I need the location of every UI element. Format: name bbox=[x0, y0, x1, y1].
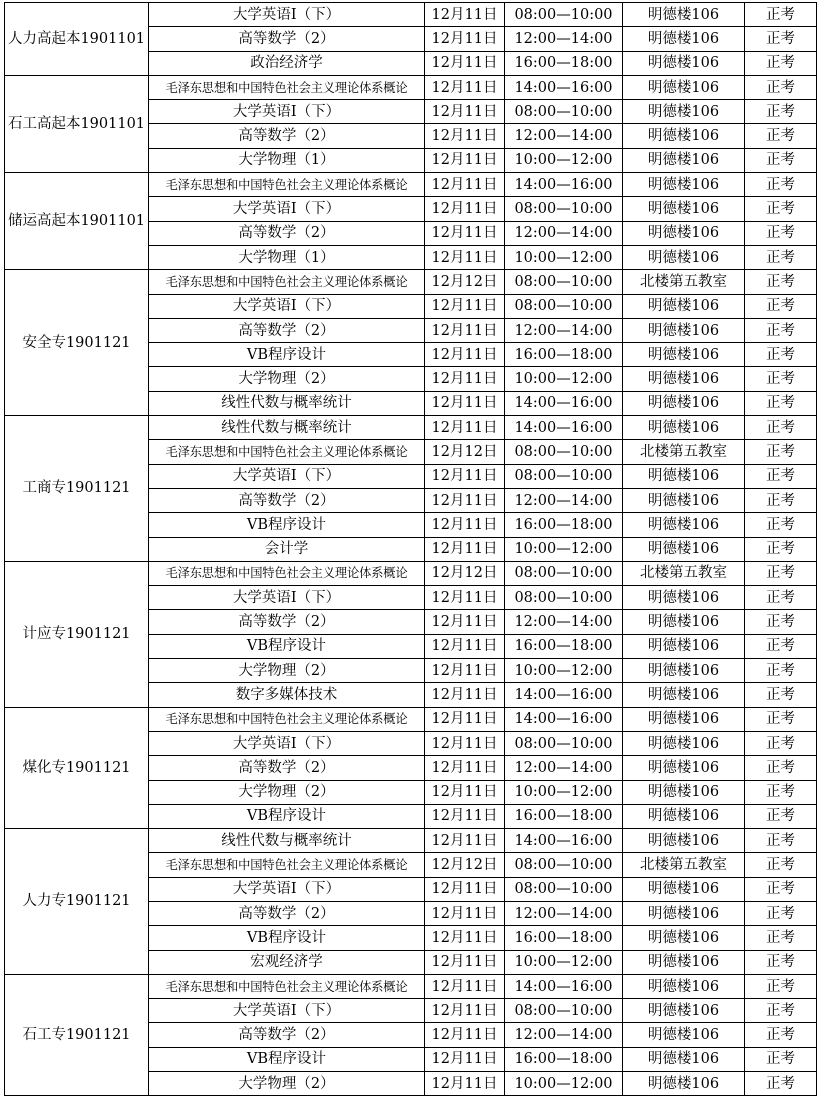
room-cell: 明德楼106 bbox=[623, 1072, 745, 1096]
course-cell: 高等数学（2） bbox=[149, 1023, 425, 1047]
date-cell: 12月12日 bbox=[425, 853, 505, 877]
course-cell: VB程序设计 bbox=[149, 513, 425, 537]
course-cell: 大学英语I（下） bbox=[149, 3, 425, 27]
time-cell: 10:00—12:00 bbox=[505, 537, 623, 561]
exam-type-cell: 正考 bbox=[745, 391, 817, 415]
course-cell: VB程序设计 bbox=[149, 926, 425, 950]
room-cell: 明德楼106 bbox=[623, 294, 745, 318]
course-cell: 大学英语I（下） bbox=[149, 877, 425, 901]
room-cell: 明德楼106 bbox=[623, 488, 745, 512]
exam-type-cell: 正考 bbox=[745, 877, 817, 901]
class-name-cell: 石工高起本1901101 bbox=[5, 75, 149, 172]
time-cell: 08:00—10:00 bbox=[505, 464, 623, 488]
class-name-cell: 计应专1901121 bbox=[5, 561, 149, 707]
exam-type-cell: 正考 bbox=[745, 999, 817, 1023]
exam-type-cell: 正考 bbox=[745, 804, 817, 828]
time-cell: 08:00—10:00 bbox=[505, 294, 623, 318]
exam-type-cell: 正考 bbox=[745, 707, 817, 731]
room-cell: 明德楼106 bbox=[623, 634, 745, 658]
exam-type-cell: 正考 bbox=[745, 537, 817, 561]
date-cell: 12月11日 bbox=[425, 804, 505, 828]
table-row bbox=[5, 270, 817, 294]
course-cell: 高等数学（2） bbox=[149, 27, 425, 51]
course-cell: VB程序设计 bbox=[149, 634, 425, 658]
date-cell: 12月11日 bbox=[425, 683, 505, 707]
time-cell: 08:00—10:00 bbox=[505, 999, 623, 1023]
room-cell: 明德楼106 bbox=[623, 27, 745, 51]
time-cell: 10:00—12:00 bbox=[505, 950, 623, 974]
room-cell: 明德楼106 bbox=[623, 51, 745, 75]
time-cell: 14:00—16:00 bbox=[505, 974, 623, 998]
exam-type-cell: 正考 bbox=[745, 294, 817, 318]
date-cell: 12月11日 bbox=[425, 974, 505, 998]
time-cell: 14:00—16:00 bbox=[505, 75, 623, 99]
exam-type-cell: 正考 bbox=[745, 3, 817, 27]
room-cell: 明德楼106 bbox=[623, 586, 745, 610]
time-cell: 12:00—14:00 bbox=[505, 318, 623, 342]
time-cell: 12:00—14:00 bbox=[505, 1023, 623, 1047]
room-cell: 明德楼106 bbox=[623, 610, 745, 634]
time-cell: 08:00—10:00 bbox=[505, 731, 623, 755]
date-cell: 12月11日 bbox=[425, 756, 505, 780]
time-cell: 08:00—10:00 bbox=[505, 270, 623, 294]
time-cell: 08:00—10:00 bbox=[505, 3, 623, 27]
room-cell: 明德楼106 bbox=[623, 173, 745, 197]
date-cell: 12月12日 bbox=[425, 440, 505, 464]
exam-type-cell: 正考 bbox=[745, 27, 817, 51]
course-cell: 毛泽东思想和中国特色社会主义理论体系概论 bbox=[149, 561, 425, 585]
date-cell: 12月11日 bbox=[425, 513, 505, 537]
course-cell: 会计学 bbox=[149, 537, 425, 561]
exam-type-cell: 正考 bbox=[745, 950, 817, 974]
room-cell: 明德楼106 bbox=[623, 974, 745, 998]
course-cell: VB程序设计 bbox=[149, 804, 425, 828]
time-cell: 12:00—14:00 bbox=[505, 901, 623, 925]
date-cell: 12月11日 bbox=[425, 731, 505, 755]
room-cell: 明德楼106 bbox=[623, 318, 745, 342]
time-cell: 16:00—18:00 bbox=[505, 343, 623, 367]
course-cell: 毛泽东思想和中国特色社会主义理论体系概论 bbox=[149, 173, 425, 197]
room-cell: 明德楼106 bbox=[623, 926, 745, 950]
date-cell: 12月11日 bbox=[425, 488, 505, 512]
exam-type-cell: 正考 bbox=[745, 901, 817, 925]
date-cell: 12月11日 bbox=[425, 1072, 505, 1096]
room-cell: 明德楼106 bbox=[623, 3, 745, 27]
exam-type-cell: 正考 bbox=[745, 75, 817, 99]
room-cell: 北楼第五教室 bbox=[623, 853, 745, 877]
room-cell: 明德楼106 bbox=[623, 1047, 745, 1071]
exam-type-cell: 正考 bbox=[745, 586, 817, 610]
time-cell: 16:00—18:00 bbox=[505, 513, 623, 537]
room-cell: 北楼第五教室 bbox=[623, 561, 745, 585]
room-cell: 明德楼106 bbox=[623, 416, 745, 440]
room-cell: 明德楼106 bbox=[623, 1023, 745, 1047]
course-cell: 高等数学（2） bbox=[149, 610, 425, 634]
room-cell: 明德楼106 bbox=[623, 731, 745, 755]
time-cell: 08:00—10:00 bbox=[505, 877, 623, 901]
course-cell: 大学英语I（下） bbox=[149, 294, 425, 318]
room-cell: 明德楼106 bbox=[623, 221, 745, 245]
date-cell: 12月11日 bbox=[425, 634, 505, 658]
room-cell: 明德楼106 bbox=[623, 829, 745, 853]
course-cell: 高等数学（2） bbox=[149, 488, 425, 512]
date-cell: 12月11日 bbox=[425, 659, 505, 683]
time-cell: 10:00—12:00 bbox=[505, 1072, 623, 1096]
exam-type-cell: 正考 bbox=[745, 1047, 817, 1071]
time-cell: 14:00—16:00 bbox=[505, 707, 623, 731]
room-cell: 明德楼106 bbox=[623, 75, 745, 99]
exam-type-cell: 正考 bbox=[745, 51, 817, 75]
date-cell: 12月11日 bbox=[425, 148, 505, 172]
date-cell: 12月11日 bbox=[425, 950, 505, 974]
room-cell: 明德楼106 bbox=[623, 245, 745, 269]
room-cell: 明德楼106 bbox=[623, 659, 745, 683]
exam-type-cell: 正考 bbox=[745, 464, 817, 488]
room-cell: 北楼第五教室 bbox=[623, 270, 745, 294]
course-cell: 大学英语I（下） bbox=[149, 100, 425, 124]
course-cell: 线性代数与概率统计 bbox=[149, 416, 425, 440]
exam-type-cell: 正考 bbox=[745, 148, 817, 172]
course-cell: 大学物理（2） bbox=[149, 780, 425, 804]
time-cell: 16:00—18:00 bbox=[505, 926, 623, 950]
exam-type-cell: 正考 bbox=[745, 221, 817, 245]
date-cell: 12月11日 bbox=[425, 610, 505, 634]
course-cell: 大学英语I（下） bbox=[149, 197, 425, 221]
course-cell: 大学英语I（下） bbox=[149, 731, 425, 755]
exam-type-cell: 正考 bbox=[745, 974, 817, 998]
exam-type-cell: 正考 bbox=[745, 683, 817, 707]
exam-type-cell: 正考 bbox=[745, 513, 817, 537]
time-cell: 16:00—18:00 bbox=[505, 1047, 623, 1071]
course-cell: 毛泽东思想和中国特色社会主义理论体系概论 bbox=[149, 853, 425, 877]
exam-type-cell: 正考 bbox=[745, 270, 817, 294]
exam-type-cell: 正考 bbox=[745, 659, 817, 683]
time-cell: 16:00—18:00 bbox=[505, 634, 623, 658]
class-name-cell: 人力专1901121 bbox=[5, 829, 149, 975]
date-cell: 12月11日 bbox=[425, 197, 505, 221]
room-cell: 明德楼106 bbox=[623, 513, 745, 537]
date-cell: 12月11日 bbox=[425, 3, 505, 27]
class-name-cell: 安全专1901121 bbox=[5, 270, 149, 416]
table-row bbox=[5, 561, 817, 585]
room-cell: 明德楼106 bbox=[623, 148, 745, 172]
date-cell: 12月11日 bbox=[425, 221, 505, 245]
exam-type-cell: 正考 bbox=[745, 1072, 817, 1096]
room-cell: 明德楼106 bbox=[623, 343, 745, 367]
date-cell: 12月11日 bbox=[425, 707, 505, 731]
exam-type-cell: 正考 bbox=[745, 488, 817, 512]
time-cell: 10:00—12:00 bbox=[505, 659, 623, 683]
date-cell: 12月11日 bbox=[425, 1023, 505, 1047]
course-cell: 大学英语I（下） bbox=[149, 586, 425, 610]
exam-type-cell: 正考 bbox=[745, 318, 817, 342]
time-cell: 08:00—10:00 bbox=[505, 100, 623, 124]
date-cell: 12月11日 bbox=[425, 245, 505, 269]
room-cell: 明德楼106 bbox=[623, 756, 745, 780]
time-cell: 12:00—14:00 bbox=[505, 610, 623, 634]
date-cell: 12月11日 bbox=[425, 318, 505, 342]
room-cell: 明德楼106 bbox=[623, 367, 745, 391]
time-cell: 08:00—10:00 bbox=[505, 440, 623, 464]
table-row bbox=[5, 3, 817, 27]
room-cell: 北楼第五教室 bbox=[623, 440, 745, 464]
course-cell: 毛泽东思想和中国特色社会主义理论体系概论 bbox=[149, 707, 425, 731]
course-cell: 毛泽东思想和中国特色社会主义理论体系概论 bbox=[149, 974, 425, 998]
exam-type-cell: 正考 bbox=[745, 440, 817, 464]
date-cell: 12月11日 bbox=[425, 586, 505, 610]
exam-type-cell: 正考 bbox=[745, 731, 817, 755]
exam-type-cell: 正考 bbox=[745, 780, 817, 804]
course-cell: 高等数学（2） bbox=[149, 221, 425, 245]
time-cell: 08:00—10:00 bbox=[505, 586, 623, 610]
exam-type-cell: 正考 bbox=[745, 926, 817, 950]
exam-type-cell: 正考 bbox=[745, 416, 817, 440]
exam-type-cell: 正考 bbox=[745, 124, 817, 148]
date-cell: 12月11日 bbox=[425, 367, 505, 391]
course-cell: 高等数学（2） bbox=[149, 124, 425, 148]
date-cell: 12月11日 bbox=[425, 780, 505, 804]
time-cell: 10:00—12:00 bbox=[505, 367, 623, 391]
class-name-cell: 煤化专1901121 bbox=[5, 707, 149, 828]
time-cell: 12:00—14:00 bbox=[505, 27, 623, 51]
course-cell: 线性代数与概率统计 bbox=[149, 391, 425, 415]
exam-type-cell: 正考 bbox=[745, 245, 817, 269]
time-cell: 12:00—14:00 bbox=[505, 221, 623, 245]
exam-type-cell: 正考 bbox=[745, 610, 817, 634]
room-cell: 明德楼106 bbox=[623, 537, 745, 561]
time-cell: 14:00—16:00 bbox=[505, 173, 623, 197]
date-cell: 12月11日 bbox=[425, 391, 505, 415]
course-cell: 大学物理（2） bbox=[149, 659, 425, 683]
time-cell: 10:00—12:00 bbox=[505, 148, 623, 172]
table-row bbox=[5, 75, 817, 99]
time-cell: 14:00—16:00 bbox=[505, 416, 623, 440]
time-cell: 14:00—16:00 bbox=[505, 391, 623, 415]
time-cell: 08:00—10:00 bbox=[505, 197, 623, 221]
course-cell: 大学英语I（下） bbox=[149, 999, 425, 1023]
room-cell: 明德楼106 bbox=[623, 999, 745, 1023]
time-cell: 12:00—14:00 bbox=[505, 124, 623, 148]
table-row bbox=[5, 416, 817, 440]
exam-type-cell: 正考 bbox=[745, 853, 817, 877]
exam-type-cell: 正考 bbox=[745, 367, 817, 391]
room-cell: 明德楼106 bbox=[623, 707, 745, 731]
time-cell: 10:00—12:00 bbox=[505, 245, 623, 269]
table-row bbox=[5, 173, 817, 197]
room-cell: 明德楼106 bbox=[623, 877, 745, 901]
course-cell: 宏观经济学 bbox=[149, 950, 425, 974]
date-cell: 12月11日 bbox=[425, 173, 505, 197]
time-cell: 12:00—14:00 bbox=[505, 488, 623, 512]
room-cell: 明德楼106 bbox=[623, 683, 745, 707]
course-cell: 线性代数与概率统计 bbox=[149, 829, 425, 853]
date-cell: 12月11日 bbox=[425, 1047, 505, 1071]
time-cell: 10:00—12:00 bbox=[505, 780, 623, 804]
course-cell: 毛泽东思想和中国特色社会主义理论体系概论 bbox=[149, 75, 425, 99]
date-cell: 12月11日 bbox=[425, 294, 505, 318]
date-cell: 12月11日 bbox=[425, 829, 505, 853]
room-cell: 明德楼106 bbox=[623, 124, 745, 148]
date-cell: 12月11日 bbox=[425, 926, 505, 950]
table-row bbox=[5, 829, 817, 853]
exam-type-cell: 正考 bbox=[745, 829, 817, 853]
time-cell: 12:00—14:00 bbox=[505, 756, 623, 780]
date-cell: 12月11日 bbox=[425, 343, 505, 367]
exam-type-cell: 正考 bbox=[745, 1023, 817, 1047]
course-cell: 高等数学（2） bbox=[149, 756, 425, 780]
date-cell: 12月11日 bbox=[425, 51, 505, 75]
exam-type-cell: 正考 bbox=[745, 173, 817, 197]
room-cell: 明德楼106 bbox=[623, 901, 745, 925]
course-cell: VB程序设计 bbox=[149, 1047, 425, 1071]
course-cell: 数字多媒体技术 bbox=[149, 683, 425, 707]
course-cell: 毛泽东思想和中国特色社会主义理论体系概论 bbox=[149, 270, 425, 294]
time-cell: 16:00—18:00 bbox=[505, 51, 623, 75]
time-cell: 08:00—10:00 bbox=[505, 561, 623, 585]
course-cell: 高等数学（2） bbox=[149, 318, 425, 342]
class-name-cell: 工商专1901121 bbox=[5, 416, 149, 562]
exam-type-cell: 正考 bbox=[745, 634, 817, 658]
table-row bbox=[5, 707, 817, 731]
exam-schedule-body bbox=[5, 3, 817, 1096]
date-cell: 12月11日 bbox=[425, 537, 505, 561]
date-cell: 12月12日 bbox=[425, 561, 505, 585]
date-cell: 12月12日 bbox=[425, 270, 505, 294]
course-cell: 大学物理（2） bbox=[149, 1072, 425, 1096]
date-cell: 12月11日 bbox=[425, 124, 505, 148]
class-name-cell: 人力高起本1901101 bbox=[5, 3, 149, 76]
date-cell: 12月11日 bbox=[425, 464, 505, 488]
time-cell: 16:00—18:00 bbox=[505, 804, 623, 828]
date-cell: 12月11日 bbox=[425, 100, 505, 124]
course-cell: 大学物理（2） bbox=[149, 367, 425, 391]
class-name-cell: 储运高起本1901101 bbox=[5, 173, 149, 270]
exam-type-cell: 正考 bbox=[745, 197, 817, 221]
date-cell: 12月11日 bbox=[425, 999, 505, 1023]
room-cell: 明德楼106 bbox=[623, 780, 745, 804]
course-cell: 高等数学（2） bbox=[149, 901, 425, 925]
exam-type-cell: 正考 bbox=[745, 100, 817, 124]
course-cell: 大学英语I（下） bbox=[149, 464, 425, 488]
room-cell: 明德楼106 bbox=[623, 804, 745, 828]
exam-schedule-table bbox=[4, 2, 817, 1096]
date-cell: 12月11日 bbox=[425, 75, 505, 99]
course-cell: 毛泽东思想和中国特色社会主义理论体系概论 bbox=[149, 440, 425, 464]
class-name-cell: 石工专1901121 bbox=[5, 974, 149, 1095]
course-cell: 政治经济学 bbox=[149, 51, 425, 75]
date-cell: 12月11日 bbox=[425, 901, 505, 925]
room-cell: 明德楼106 bbox=[623, 197, 745, 221]
date-cell: 12月11日 bbox=[425, 877, 505, 901]
room-cell: 明德楼106 bbox=[623, 391, 745, 415]
room-cell: 明德楼106 bbox=[623, 950, 745, 974]
time-cell: 14:00—16:00 bbox=[505, 829, 623, 853]
time-cell: 14:00—16:00 bbox=[505, 683, 623, 707]
course-cell: VB程序设计 bbox=[149, 343, 425, 367]
course-cell: 大学物理（1） bbox=[149, 148, 425, 172]
exam-type-cell: 正考 bbox=[745, 343, 817, 367]
room-cell: 明德楼106 bbox=[623, 464, 745, 488]
exam-type-cell: 正考 bbox=[745, 561, 817, 585]
table-row bbox=[5, 974, 817, 998]
room-cell: 明德楼106 bbox=[623, 100, 745, 124]
date-cell: 12月11日 bbox=[425, 27, 505, 51]
course-cell: 大学物理（1） bbox=[149, 245, 425, 269]
time-cell: 08:00—10:00 bbox=[505, 853, 623, 877]
date-cell: 12月11日 bbox=[425, 416, 505, 440]
exam-type-cell: 正考 bbox=[745, 756, 817, 780]
